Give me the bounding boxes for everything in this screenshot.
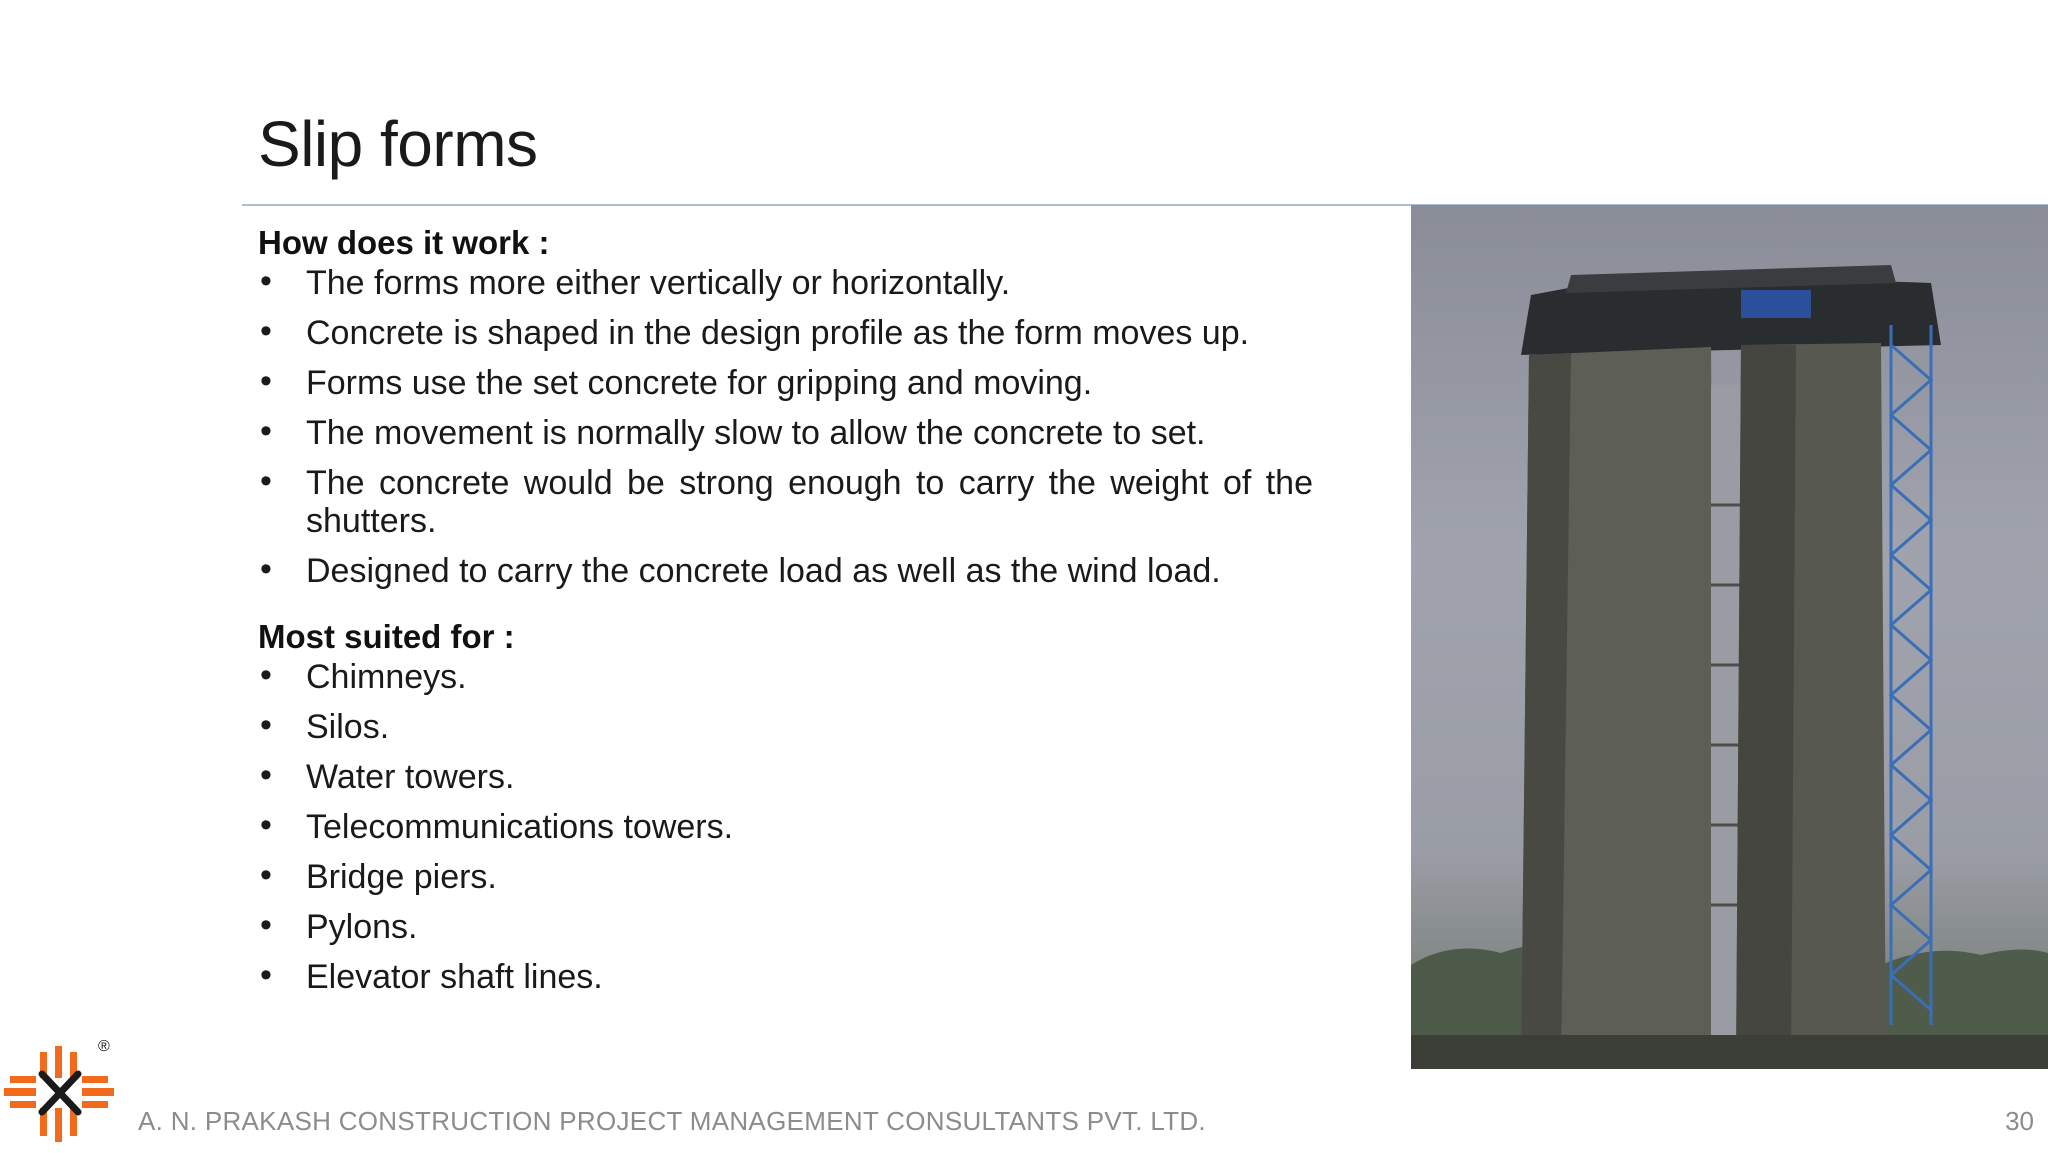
bullet-icon: • bbox=[260, 412, 272, 450]
bullet-icon: • bbox=[260, 906, 272, 944]
list-item: • Pylons. bbox=[260, 906, 418, 946]
most-suited-list bbox=[258, 658, 1313, 996]
bullet-icon: • bbox=[260, 462, 272, 500]
list-item: • Elevator shaft lines. bbox=[260, 956, 603, 996]
bullet-icon: • bbox=[260, 956, 272, 994]
bullet-icon: • bbox=[260, 856, 272, 894]
slide-content bbox=[258, 222, 1313, 1008]
list-item: • Water towers. bbox=[260, 756, 515, 796]
list-item: • Silos. bbox=[260, 706, 390, 746]
bullet-icon: • bbox=[260, 262, 272, 300]
bullet-icon: • bbox=[260, 706, 272, 744]
slipform-tower-photo bbox=[1411, 205, 2048, 1069]
list-item: • The forms more either vertically or horizontally. bbox=[260, 262, 1011, 302]
list-item: • Chimneys. bbox=[260, 656, 467, 696]
list-item: • Bridge piers. bbox=[260, 856, 497, 896]
bullet-icon: • bbox=[260, 550, 272, 588]
slide-title: Slip forms bbox=[258, 108, 538, 180]
list-item: • Telecommunications towers. bbox=[260, 806, 734, 846]
company-logo bbox=[0, 1038, 120, 1153]
list-item: • The concrete would be strong enough to carry the weight of the shutters. bbox=[260, 462, 1313, 540]
section-heading-how-it-works: How does it work : bbox=[258, 224, 550, 261]
bullet-icon: • bbox=[260, 656, 272, 694]
registered-mark: ® bbox=[98, 1038, 110, 1055]
list-item: • Concrete is shaped in the design profile as the form moves up. bbox=[260, 312, 1250, 352]
bullet-icon: • bbox=[260, 312, 272, 350]
bullet-icon: • bbox=[260, 362, 272, 400]
footer-company-name: A. N. PRAKASH CONSTRUCTION PROJECT MANAGEMENT CONSULTANTS PVT. LTD. bbox=[138, 1106, 1206, 1136]
list-item: • Designed to carry the concrete load as well as the wind load. bbox=[260, 550, 1221, 590]
how-it-works-list bbox=[258, 264, 1313, 590]
section-heading-most-suited-for: Most suited for : bbox=[258, 618, 515, 655]
bullet-icon: • bbox=[260, 806, 272, 844]
page-number: 30 bbox=[2005, 1106, 2034, 1136]
bullet-icon: • bbox=[260, 756, 272, 794]
list-item: • Forms use the set concrete for gripping and moving. bbox=[260, 362, 1093, 402]
list-item: • The movement is normally slow to allow the concrete to set. bbox=[260, 412, 1206, 452]
